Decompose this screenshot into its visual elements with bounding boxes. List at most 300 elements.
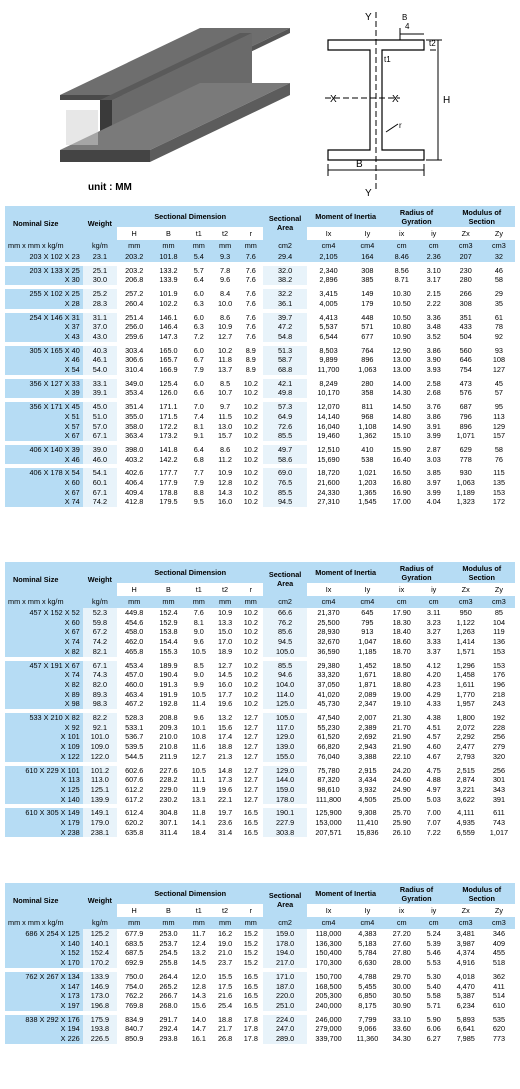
value-cell: 3.85 (426, 468, 441, 478)
value-cell: 6,641 (456, 1024, 475, 1034)
subheader-b: B (151, 583, 185, 596)
value-cell: 13.7 (217, 365, 233, 375)
value-cell: 67.1 (83, 661, 117, 671)
value-cell: 101.0 (83, 732, 117, 742)
value-cell: 3,987 (456, 938, 475, 948)
value-cell: 94.5 (263, 637, 306, 647)
value-cell: 126.0 (159, 388, 178, 398)
value-cell: 54.0 (83, 365, 117, 375)
value-cell: 5.03 (426, 794, 441, 804)
nominal-size-header: Nominal Size (5, 883, 83, 917)
value-cell: 179 (361, 298, 374, 308)
value-cell: 692.9 (125, 958, 144, 968)
subheader-zx: Zx (449, 583, 483, 596)
value-cell: 136 (492, 637, 506, 647)
value-cell: 21.3 (217, 751, 233, 761)
value-cell: 353.4 (125, 388, 144, 398)
value-cell: 37,050 (317, 679, 340, 689)
value-cell: 3.33 (426, 637, 441, 647)
value-cell: 6.6 (193, 388, 204, 398)
value-cell: 1,365 (358, 487, 377, 497)
value-cell: 95 (494, 402, 503, 412)
value-cell: 544.5 (125, 751, 144, 761)
value-cell: 159.0 (263, 785, 306, 795)
value-cell: 125.0 (263, 699, 306, 709)
unit-cell: mm (151, 240, 185, 252)
value-cell: 27.80 (392, 948, 411, 958)
value-cell: 196 (492, 679, 506, 689)
value-cell: 3.10 (426, 265, 441, 275)
table-row (5, 808, 515, 818)
value-cell: 82.1 (83, 647, 117, 657)
value-cell: 2.87 (426, 444, 441, 454)
value-cell: 35 (494, 298, 503, 308)
value-cell: 10.2 (243, 637, 258, 647)
value-cell: 406.4 (125, 478, 144, 488)
value-cell: 7.0 (193, 402, 204, 412)
value-cell: 17.8 (243, 1034, 258, 1044)
value-cell: 196.8 (83, 1001, 117, 1011)
value-cell: 2,915 (358, 765, 377, 775)
value-cell: 12.4 (191, 938, 206, 948)
value-cell: 13.1 (191, 794, 206, 804)
sectional-area-header: Sectional Area (263, 883, 306, 917)
sectional-dimension-header: Sectional Dimension (117, 206, 263, 227)
value-cell: 24.20 (392, 765, 411, 775)
value-cell: 229.0 (159, 784, 178, 794)
value-cell: 10.2 (243, 670, 258, 680)
value-cell: 23.1 (83, 252, 117, 262)
value-cell: 13.00 (392, 355, 411, 365)
value-cell: 10.5 (191, 646, 206, 656)
value-cell: 40.3 (83, 346, 117, 356)
value-cell: 129.0 (263, 766, 306, 776)
value-cell: 560 (459, 345, 472, 355)
value-cell: 78 (494, 322, 503, 332)
value-cell: 6.06 (426, 1024, 441, 1034)
value-cell: 14.5 (191, 958, 206, 968)
value-cell: 10.2 (243, 689, 258, 699)
value-cell: 153,000 (315, 818, 342, 828)
unit-cell: mm (186, 240, 212, 252)
value-cell: 1,414 (456, 637, 475, 647)
value-cell: 31.1 (83, 313, 117, 323)
value-cell: 2,874 (456, 775, 475, 785)
width-label: B (356, 159, 363, 170)
value-cell: 5.53 (426, 958, 441, 968)
value-cell: 453.4 (125, 660, 144, 670)
value-cell: 3.86 (426, 411, 441, 421)
value-cell: 409 (492, 938, 506, 948)
value-cell: 2.15 (426, 289, 441, 299)
value-cell: 4.20 (426, 670, 441, 680)
value-cell: 76.5 (263, 478, 306, 488)
value-cell: 218 (492, 689, 506, 699)
unit-cell: mm (186, 917, 212, 929)
value-cell: 206.8 (125, 275, 144, 285)
value-cell: 72.6 (263, 422, 306, 432)
table-row (5, 637, 515, 647)
value-cell: 13.00 (392, 365, 411, 375)
subheader-h: H (117, 583, 151, 596)
quarter-width-denominator: 4 (405, 22, 410, 31)
value-cell: 33.60 (392, 1024, 411, 1034)
value-cell: 10.0 (217, 298, 233, 308)
value-cell: 153.8 (159, 627, 178, 637)
value-cell: 125.1 (83, 785, 117, 795)
nominal-size-cell: X 98 (5, 699, 83, 709)
value-cell: 6,544 (319, 331, 338, 341)
value-cell: 16.2 (217, 929, 233, 938)
table-row (5, 299, 515, 309)
value-cell: 533.1 (125, 722, 144, 732)
nominal-size-cell: X 43 (5, 332, 83, 342)
value-cell: 122.0 (83, 752, 117, 762)
y-axis-bottom-label: Y (365, 188, 372, 199)
value-cell: 5.46 (426, 948, 441, 958)
table-row (5, 627, 515, 637)
value-cell: 57.3 (263, 402, 306, 412)
radius-of-gyration-header: Radius of Gyration (385, 562, 449, 583)
value-cell: 10.9 (217, 608, 233, 617)
value-cell: 193.8 (83, 1024, 117, 1034)
nominal-size-cell: 838 X 292 X 176 (5, 1015, 83, 1025)
nominal-size-cell: X 89 (5, 690, 83, 700)
subheader-iy: Iy (350, 904, 384, 917)
value-cell: 266 (459, 289, 472, 299)
nominal-size-cell: 457 X 152 X 52 (5, 608, 83, 618)
value-cell: 58 (494, 444, 503, 454)
value-cell: 16,040 (317, 421, 340, 431)
value-cell: 150,400 (315, 948, 342, 958)
value-cell: 8.9 (245, 365, 256, 375)
value-cell: 58.6 (263, 455, 306, 465)
value-cell: 10.2 (243, 478, 258, 488)
value-cell: 16.80 (392, 478, 411, 488)
value-cell: 1,545 (358, 497, 377, 507)
unit-cell: mm (238, 917, 263, 929)
value-cell: 139.9 (83, 795, 117, 805)
value-cell: 391 (492, 794, 506, 804)
value-cell: 3.93 (426, 365, 441, 375)
value-cell: 5,537 (319, 322, 338, 332)
value-cell: 750.0 (125, 971, 144, 981)
table-row (5, 939, 515, 949)
value-cell: 2,515 (456, 765, 475, 775)
value-cell: 304.8 (159, 808, 178, 818)
table-row (5, 608, 515, 618)
value-cell: 10.2 (243, 378, 258, 388)
nominal-size-cell: 686 X 254 X 125 (5, 929, 83, 939)
value-cell: 9.6 (220, 275, 231, 285)
value-cell: 119 (493, 627, 505, 637)
value-cell: 16.50 (392, 468, 411, 478)
value-cell: 51.3 (263, 346, 306, 356)
value-cell: 217.0 (263, 958, 306, 968)
nominal-size-cell: X 57 (5, 422, 83, 432)
value-cell: 18.50 (392, 660, 411, 670)
unit-cell: cm2 (263, 596, 306, 608)
value-cell: 1,800 (456, 713, 475, 723)
value-cell: 177.9 (159, 478, 178, 488)
value-cell: 3.27 (426, 627, 441, 637)
value-cell: 8,249 (319, 378, 338, 388)
table-row (5, 402, 515, 412)
subheader-h: H (117, 904, 151, 917)
value-cell: 1,452 (358, 660, 377, 670)
value-cell: 2,072 (456, 722, 475, 732)
value-cell: 1,263 (456, 627, 475, 637)
value-cell: 74.3 (83, 670, 117, 680)
value-cell: 4.04 (426, 497, 441, 507)
value-cell: 153 (492, 487, 506, 497)
value-cell: 179.5 (159, 497, 178, 507)
nominal-size-header: Nominal Size (5, 206, 83, 240)
y-axis-top-label: Y (365, 12, 372, 23)
units-row (5, 917, 515, 929)
value-cell: 153 (492, 660, 506, 670)
unit-cell: cm (419, 596, 449, 608)
value-cell: 14.3 (191, 991, 206, 1001)
nominal-size-cell: X 140 (5, 939, 83, 949)
value-cell: 10.8 (191, 732, 206, 742)
value-cell: 11.5 (218, 411, 232, 421)
unit-cell: cm (385, 917, 419, 929)
value-cell: 2,007 (358, 713, 377, 723)
value-cell: 411 (493, 981, 505, 991)
value-cell: 12.8 (217, 478, 233, 488)
value-cell: 4,470 (456, 981, 475, 991)
weight-header: Weight (83, 883, 117, 917)
table-row (5, 982, 515, 992)
value-cell: 25.70 (392, 808, 411, 818)
nominal-size-cell: X 37 (5, 322, 83, 332)
value-cell: 46.0 (83, 455, 117, 465)
value-cell: 85 (494, 608, 503, 617)
value-cell: 2,347 (358, 699, 377, 709)
value-cell: 8.56 (394, 265, 409, 275)
value-cell: 448 (361, 312, 374, 322)
value-cell: 576 (459, 388, 472, 398)
value-cell: 7.4 (193, 411, 204, 421)
value-cell: 3.97 (426, 478, 441, 488)
value-cell: 4,413 (319, 312, 338, 322)
value-cell: 7.7 (193, 468, 204, 478)
value-cell: 398.0 (125, 444, 144, 454)
value-cell: 355.0 (125, 411, 144, 421)
value-cell: 39.0 (83, 445, 117, 455)
value-cell: 16.40 (392, 454, 411, 464)
value-cell: 16.5 (243, 981, 258, 991)
nominal-size-cell: X 51 (5, 412, 83, 422)
value-cell: 454.6 (125, 617, 144, 627)
value-cell: 247.0 (263, 1024, 306, 1034)
value-cell: 108 (492, 355, 506, 365)
value-cell: 12.7 (243, 794, 258, 804)
value-cell: 6.3 (193, 298, 204, 308)
sectional-area-header: Sectional Area (263, 562, 306, 596)
nominal-size-cell: 406 X 178 X 54 (5, 468, 83, 478)
value-cell: 164 (350, 252, 384, 262)
value-cell: 133.2 (159, 265, 178, 275)
value-cell: 228.2 (159, 775, 178, 785)
value-cell: 6.3 (193, 322, 204, 332)
beam-figure (0, 0, 520, 200)
unit-cell: cm4 (307, 596, 350, 608)
value-cell: 1,671 (358, 670, 377, 680)
value-cell: 1,571 (456, 646, 475, 656)
value-cell: 67.2 (83, 627, 117, 637)
value-cell: 535 (492, 1014, 506, 1024)
value-cell: 32,670 (317, 637, 340, 647)
value-cell: 1,203 (358, 478, 377, 488)
value-cell: 39.7 (263, 313, 306, 323)
value-cell: 15.0 (217, 627, 233, 637)
value-cell: 165.7 (159, 355, 178, 365)
nominal-size-header: Nominal Size (5, 562, 83, 596)
value-cell: 25.90 (392, 818, 411, 828)
value-cell: 12.8 (191, 981, 206, 991)
subheader-ix: ix (385, 227, 419, 240)
value-cell: 645 (361, 608, 374, 617)
value-cell: 265.2 (159, 981, 178, 991)
value-cell: 29 (494, 289, 503, 299)
value-cell: 462.0 (125, 637, 144, 647)
unit-cell: mm (117, 596, 151, 608)
value-cell: 351.4 (125, 402, 144, 412)
value-cell: 10.2 (217, 345, 233, 355)
nominal-size-cell: 255 X 102 X 25 (5, 289, 83, 299)
table-row (5, 445, 515, 455)
value-cell: 256 (492, 732, 506, 742)
value-cell: 211.9 (159, 751, 178, 761)
value-cell: 226.5 (83, 1034, 117, 1044)
section-table-3 (5, 883, 515, 1044)
nominal-size-cell: 203 X 102 X 23 (5, 252, 83, 262)
value-cell: 385 (361, 275, 374, 285)
value-cell: 896 (361, 355, 374, 365)
nominal-size-cell: 610 X 305 X 149 (5, 808, 83, 818)
value-cell: 4,374 (456, 948, 475, 958)
value-cell: 7.00 (426, 808, 441, 818)
value-cell: 280 (459, 275, 472, 285)
subheader-ix: ix (385, 904, 419, 917)
value-cell: 18.9 (217, 646, 233, 656)
value-cell: 43.0 (83, 332, 117, 342)
table-row (5, 713, 515, 723)
nominal-size-cell: X 30 (5, 275, 83, 285)
value-cell: 279 (492, 742, 506, 752)
value-cell: 14.30 (392, 388, 411, 398)
table-row (5, 742, 515, 752)
value-cell: 10.2 (243, 679, 258, 689)
value-cell: 2.36 (419, 252, 449, 262)
value-cell: 10.2 (243, 699, 258, 709)
value-cell: 6.7 (193, 355, 204, 365)
value-cell: 16.5 (243, 818, 258, 828)
value-cell: 4,005 (319, 298, 338, 308)
table-row (5, 332, 515, 342)
nominal-size-cell: 610 X 229 X 101 (5, 766, 83, 776)
value-cell: 23.7 (217, 958, 233, 968)
subheader-ix: Ix (307, 904, 350, 917)
value-cell: 16.5 (243, 808, 258, 818)
value-cell: 796 (459, 411, 472, 421)
value-cell: 8.1 (193, 421, 204, 431)
nominal-size-cell: X 140 (5, 795, 83, 805)
value-cell: 17.8 (243, 1014, 258, 1024)
value-cell: 5.90 (426, 1014, 441, 1024)
value-cell: 1,185 (358, 646, 377, 656)
table-row (5, 723, 515, 733)
subheader-iy: Iy (350, 227, 384, 240)
value-cell: 150,700 (315, 971, 342, 981)
value-cell: 256.0 (125, 322, 144, 332)
value-cell: 59.8 (83, 618, 117, 628)
value-cell: 339,700 (315, 1034, 342, 1044)
value-cell: 146.4 (159, 322, 178, 332)
value-cell: 10.2 (243, 627, 258, 637)
value-cell: 504 (459, 331, 472, 341)
value-cell: 3.48 (426, 322, 441, 332)
value-cell: 58 (494, 275, 503, 285)
value-cell: 10.2 (243, 608, 258, 617)
value-cell: 68.8 (263, 365, 306, 375)
table-row (5, 1034, 515, 1044)
value-cell: 61,520 (317, 732, 340, 742)
value-cell: 21.0 (217, 948, 233, 958)
value-cell: 16.1 (191, 1034, 206, 1044)
value-cell: 36.1 (263, 299, 306, 309)
value-cell: 29.4 (263, 252, 306, 262)
value-cell: 39.1 (83, 388, 117, 398)
value-cell: 1,122 (456, 617, 475, 627)
value-cell: 12.7 (243, 732, 258, 742)
value-cell: 230 (459, 265, 472, 275)
value-cell: 10.2 (243, 497, 258, 507)
subheader-zy: Zy (483, 583, 515, 596)
value-cell: 67.1 (83, 488, 117, 498)
value-cell: 85.5 (263, 488, 306, 498)
value-cell: 15.10 (392, 431, 411, 441)
value-cell: 4,788 (358, 971, 377, 981)
value-cell: 14.7 (191, 1024, 206, 1034)
value-cell: 12.90 (392, 345, 411, 355)
value-cell: 67.1 (83, 431, 117, 441)
value-cell: 1,189 (456, 487, 475, 497)
value-cell: 620.2 (125, 818, 144, 828)
value-cell: 260.4 (125, 298, 144, 308)
value-cell: 23.6 (217, 818, 233, 828)
value-cell: 255.8 (159, 958, 178, 968)
value-cell: 24.60 (392, 775, 411, 785)
value-cell: 14.0 (191, 1014, 206, 1024)
value-cell: 113.0 (83, 775, 117, 785)
value-cell: 12.7 (243, 713, 258, 723)
value-cell: 220.0 (263, 991, 306, 1001)
value-cell: 31.4 (217, 827, 233, 837)
value-cell: 4.67 (426, 751, 441, 761)
table-row (5, 478, 515, 488)
nominal-size-cell: X 74 (5, 670, 83, 680)
value-cell: 458.0 (125, 627, 144, 637)
value-cell: 834.9 (125, 1014, 144, 1024)
value-cell: 208.8 (159, 713, 178, 723)
value-cell: 147.3 (159, 331, 178, 341)
radius-label: r (399, 121, 402, 130)
nominal-size-cell: X 67 (5, 431, 83, 441)
value-cell: 45,730 (317, 699, 340, 709)
